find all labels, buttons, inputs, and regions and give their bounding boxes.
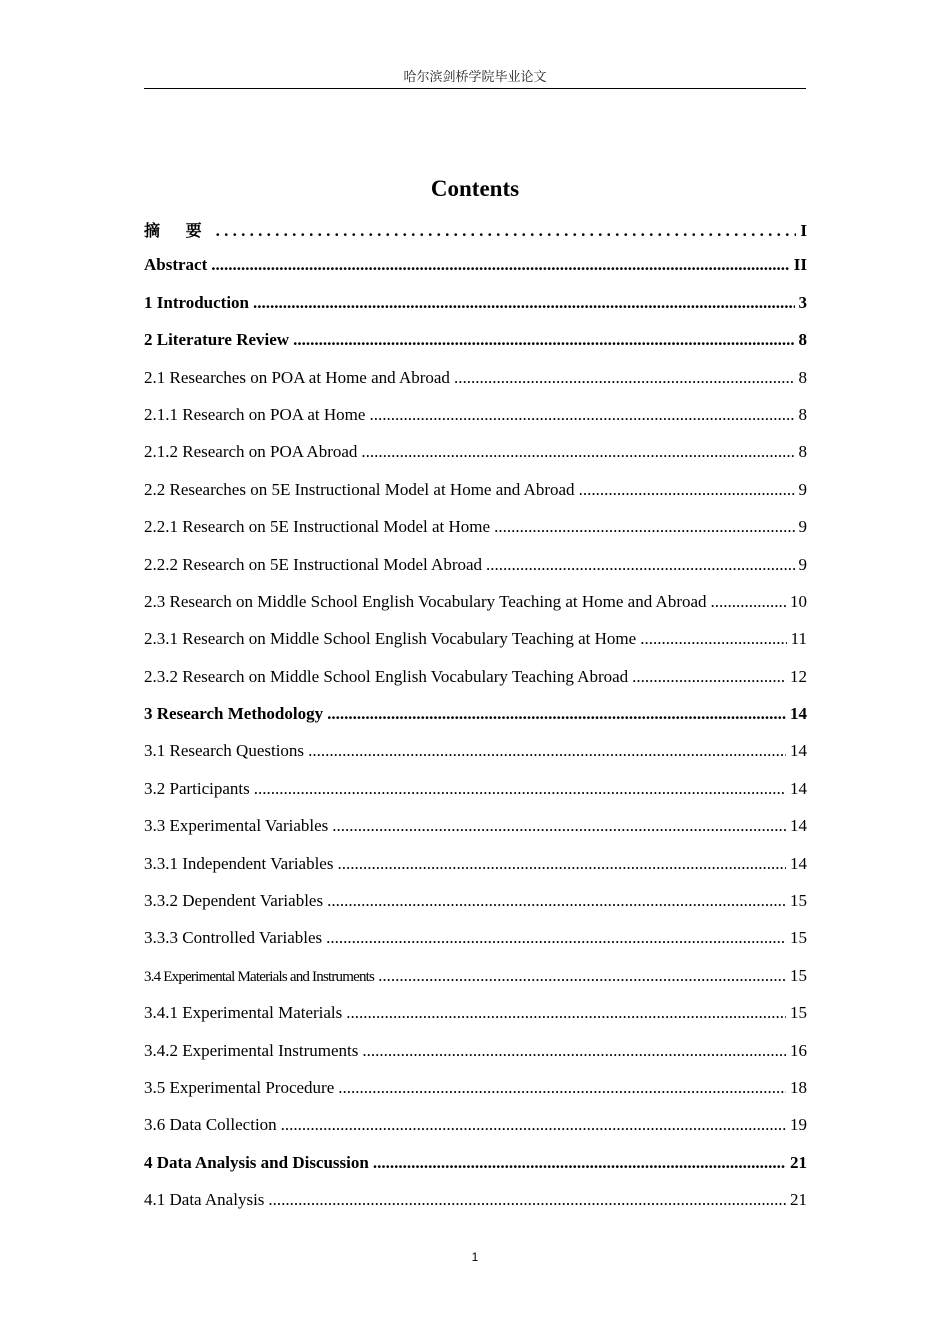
dot-leader — [216, 221, 797, 241]
toc-entry-label: 3.5 Experimental Procedure — [144, 1077, 335, 1097]
dot-leader — [711, 592, 786, 612]
toc-entry-page: 14 — [790, 816, 807, 836]
toc-entry-page: 14 — [790, 704, 807, 724]
toc-entry-page: 15 — [790, 928, 807, 948]
toc-entry-2-1[interactable] — [144, 368, 807, 405]
dot-leader — [640, 629, 786, 649]
toc-entry-research-methodology[interactable] — [144, 704, 807, 741]
toc-entry-page: 9 — [798, 517, 807, 537]
dot-leader — [346, 1003, 786, 1023]
toc-entry-label: 2.2 Researches on 5E Instructional Model at Home and Abroad — [144, 479, 575, 499]
toc-entry-2-3-2[interactable] — [144, 667, 807, 704]
dot-leader — [486, 555, 794, 575]
dot-leader — [308, 741, 786, 761]
toc-entry-page: 14 — [790, 778, 807, 798]
toc-entry-page: 11 — [790, 629, 807, 649]
toc-entry-3-3[interactable] — [144, 816, 807, 853]
toc-entry-page: 9 — [798, 479, 807, 499]
dot-leader — [378, 966, 786, 986]
toc-entry-label: 3 Research Methodology — [144, 704, 324, 724]
toc-entry-label: 4.1 Data Analysis — [144, 1190, 265, 1210]
toc-entry-3-3-1[interactable] — [144, 854, 807, 891]
toc-entry-label: 2.2.2 Research on 5E Instructional Model Abroad — [144, 554, 483, 574]
toc-entry-data-analysis-discussion[interactable] — [144, 1153, 807, 1190]
toc-entry-4-1[interactable] — [144, 1190, 807, 1227]
toc-entry-2-1-2[interactable] — [144, 442, 807, 479]
toc-entry-label: 3.3.3 Controlled Variables — [144, 928, 323, 948]
dot-leader — [281, 1115, 786, 1135]
table-of-contents — [144, 218, 807, 1228]
toc-entry-label: 2.1.2 Research on POA Abroad — [144, 442, 358, 462]
toc-entry-3-3-3[interactable] — [144, 928, 807, 965]
toc-entry-page: 8 — [798, 442, 807, 462]
toc-entry-abstract[interactable] — [144, 255, 807, 292]
toc-entry-page: 19 — [790, 1115, 807, 1135]
toc-entry-label: 3.3.2 Dependent Variables — [144, 891, 324, 911]
toc-entry-page: 15 — [790, 965, 807, 985]
toc-entry-2-2-2[interactable] — [144, 555, 807, 592]
toc-entry-label: Abstract — [144, 255, 208, 275]
dot-leader — [332, 816, 786, 836]
dot-leader — [362, 1041, 786, 1061]
dot-leader — [327, 891, 786, 911]
toc-entry-3-1[interactable] — [144, 741, 807, 778]
dot-leader — [454, 368, 795, 388]
toc-entry-page: 10 — [790, 591, 807, 611]
toc-entry-label: 3.6 Data Collection — [144, 1115, 277, 1135]
toc-entry-introduction[interactable] — [144, 293, 807, 330]
toc-entry-3-4-1[interactable] — [144, 1003, 807, 1040]
toc-entry-2-2[interactable] — [144, 480, 807, 517]
toc-entry-label: 2.1 Researches on POA at Home and Abroad — [144, 367, 450, 387]
dot-leader — [494, 517, 794, 537]
toc-entry-label: 3.3.1 Independent Variables — [144, 853, 334, 873]
toc-entry-label: 2.1.1 Research on POA at Home — [144, 404, 366, 424]
toc-entry-page: 18 — [790, 1077, 807, 1097]
dot-leader — [326, 928, 786, 948]
toc-entry-page: 14 — [790, 741, 807, 761]
dot-leader — [337, 854, 786, 874]
toc-entry-3-3-2[interactable] — [144, 891, 807, 928]
toc-entry-3-4[interactable] — [144, 966, 807, 1003]
toc-entry-page: 8 — [798, 404, 807, 424]
toc-entry-3-6[interactable] — [144, 1115, 807, 1152]
toc-entry-page: 16 — [790, 1040, 807, 1060]
toc-entry-page: 3 — [798, 292, 807, 312]
toc-entry-page: II — [793, 255, 807, 275]
toc-entry-page: 14 — [790, 853, 807, 873]
toc-entry-abstract-chinese[interactable] — [144, 218, 807, 255]
header-divider — [144, 88, 806, 89]
toc-entry-label: 2.3.2 Research on Middle School English Vocabulary Teaching Abroad — [144, 666, 629, 686]
dot-leader — [253, 293, 794, 313]
toc-entry-label: 1 Introduction — [144, 292, 250, 312]
toc-entry-page: 15 — [790, 1003, 807, 1023]
dot-leader — [373, 1153, 786, 1173]
dot-leader — [369, 405, 794, 425]
dot-leader — [632, 667, 786, 687]
dot-leader — [338, 1078, 786, 1098]
dot-leader — [211, 255, 790, 275]
page-number: 1 — [471, 1250, 479, 1264]
toc-entry-literature-review[interactable] — [144, 330, 807, 367]
toc-entry-2-2-1[interactable] — [144, 517, 807, 554]
page-title: Contents — [430, 176, 520, 201]
toc-entry-page: 15 — [790, 891, 807, 911]
toc-entry-label: 4 Data Analysis and Discussion — [144, 1152, 369, 1172]
toc-entry-3-2[interactable] — [144, 779, 807, 816]
toc-entry-page: 21 — [790, 1190, 807, 1210]
dot-leader — [254, 779, 786, 799]
toc-entry-3-4-2[interactable] — [144, 1041, 807, 1078]
toc-entry-label: 2.3.1 Research on Middle School English Vocabulary Teaching at Home — [144, 629, 637, 649]
toc-entry-label: 摘 要 — [144, 221, 212, 240]
dot-leader — [327, 704, 786, 724]
dot-leader — [268, 1190, 786, 1210]
toc-entry-label: 3.4.1 Experimental Materials — [144, 1003, 343, 1023]
toc-entry-page: 21 — [790, 1152, 807, 1172]
toc-entry-page: 12 — [790, 666, 807, 686]
toc-entry-page: 8 — [798, 367, 807, 387]
toc-entry-2-1-1[interactable] — [144, 405, 807, 442]
toc-entry-label: 2 Literature Review — [144, 330, 290, 350]
toc-entry-2-3-1[interactable] — [144, 629, 807, 666]
dot-leader — [293, 330, 794, 350]
toc-entry-label: 3.3 Experimental Variables — [144, 816, 329, 836]
toc-entry-label: 3.4.2 Experimental Instruments — [144, 1040, 359, 1060]
toc-entry-label: 3.2 Participants — [144, 778, 250, 798]
toc-entry-page: 9 — [798, 554, 807, 574]
toc-entry-page: I — [800, 221, 807, 240]
toc-entry-label: 2.2.1 Research on 5E Instructional Model at Home — [144, 517, 491, 537]
dot-leader — [579, 480, 795, 500]
toc-entry-3-5[interactable] — [144, 1078, 807, 1115]
toc-entry-label: 3.1 Research Questions — [144, 741, 305, 761]
dot-leader — [361, 442, 794, 462]
toc-entry-page: 8 — [798, 330, 807, 350]
toc-entry-label: 3.4 Experimental Materials and Instruments — [144, 968, 375, 985]
toc-entry-2-3[interactable] — [144, 592, 807, 629]
running-header: 哈尔滨剑桥学院毕业论文 — [403, 70, 547, 85]
toc-entry-label: 2.3 Research on Middle School English Vocabulary Teaching at Home and Abroad — [144, 591, 707, 611]
